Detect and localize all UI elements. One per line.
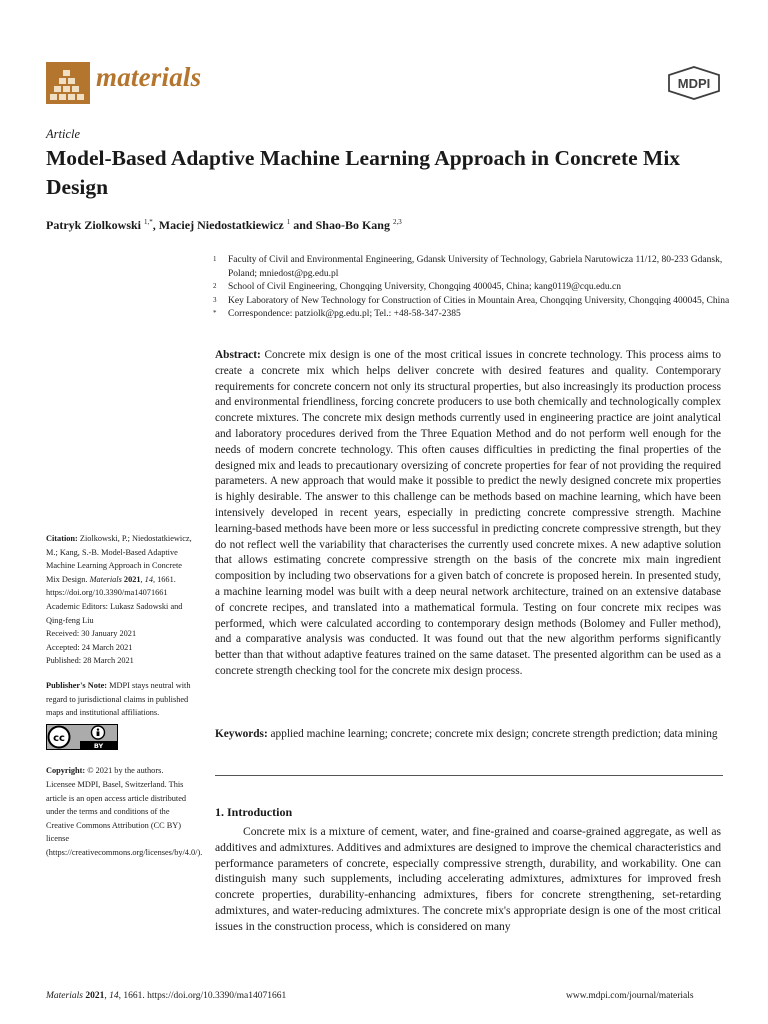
publication-dates [46, 627, 194, 668]
author-list [46, 218, 402, 233]
footer-journal-url[interactable]: www.mdpi.com/journal/materials [566, 991, 694, 1001]
abstract-label: Abstract: [215, 349, 261, 361]
affiliation-text: Faculty of Civil and Environmental Engineering, Gdansk University of Technology, Gabriela Narutowicza 11/12, 80-233 Gdansk, Poland; mniedost@pg.edu.pl [228, 255, 723, 279]
journal-name: materials [96, 62, 202, 92]
affiliation-list [213, 254, 733, 322]
section-heading: 1. Introduction [215, 805, 293, 819]
mdpi-logo-text: MDPI [677, 76, 711, 91]
correspondence-text: Correspondence: patziolk@pg.edu.pl; Tel.: +48-58-347-2385 [228, 309, 461, 320]
citation-doi[interactable]: , 1661. https://doi.org/10.3390/ma14071661 [46, 574, 176, 598]
introduction-paragraph: Concrete mix is a mixture of cement, water, and fine-grained and coarse-grained aggregate, as well as additives and admixtures. Additives and admixtures are designed to improve the chemical characteristics and performance parameters of concrete, especially compressive strength, durability, and workability. One can distinguish many such supplements, including accelerating admixtures, admixtures for improved fresh concrete properties, durability-enhancing admixtures, fibers for concrete strengthening, set-retarding admixtures, and water-reducing admixtures. The concrete mix's appropriate design is one of the most critical issues in the construction process, which is considered on many [215, 825, 721, 933]
abstract-text: Concrete mix design is one of the most critical issues in concrete technology. This process aims to create a concrete mix which helps deliver concrete with desired features and quality. Contemporary requirements for concrete concern not only its structural properties, but also increasingly its production process and environmental friendliness, forcing concrete producers to use both chemically and technologically complex concrete mixtures. The concrete mix design methods currently used in engineering practice are joint analytical and laboratory procedures derived from the Three Equation Method and do not perform well enough for the needs of modern concrete technology. This often causes difficulties in predicting the final properties of the designed mix and leads to precautionary oversizing of concrete properties for fear of not providing the required parameters. A new approach that would make it possible to predict the newly designed concrete mix properties is highly desirable. The answer to this challenge can be methods based on machine learning, which have been intensively developed in recent years, especially in predicting concrete compressive strength. Machine learning-based methods have been more or less successful in predicting concrete compressive strength, but they do not reflect well the variability that characterises the currently used concrete mixes. A new adaptive solution that allows estimating concrete compressive strength on the basis of the concrete mix main ingredient composition by including two observations for a given batch of concrete is proposed herein. In presented study, a machine learning model was built with a deep neural network architecture, trained on an extensive database of concrete recipes, and translated into a mathematical formula. Testing on four concrete mix recipes was performed, which were calculated according to contemporary design methods (Bolomey and Fuller method), and a comparative analysis was conducted. It was found out that the new algorithm performs significantly better than that without adaptive features trained on the same dataset. The presented algorithm can be used as a concrete strength checking tool for the concrete mix design process. [215, 349, 721, 677]
author-name: Maciej Niedostatkiewicz [158, 218, 284, 232]
accepted-date: Accepted: 24 March 2021 [46, 642, 133, 652]
cc-by-license-icon[interactable] [46, 724, 118, 750]
publishers-note [46, 679, 194, 720]
publishers-note-label: Publisher's Note: [46, 680, 108, 690]
academic-editors [46, 600, 194, 627]
citation-journal: Materials [89, 574, 122, 584]
article-type: Article [46, 127, 81, 141]
affiliation-text: Key Laboratory of New Technology for Construction of Cities in Mountain Area, Chongqing University, Chongqing 400045, China [228, 295, 730, 306]
affiliation-text: School of Civil Engineering, Chongqing University, Chongqing 400045, China; kang0119@cqu.edu.cn [228, 282, 622, 293]
citation-volume: 14 [144, 574, 153, 584]
copyright-label: Copyright: [46, 766, 86, 776]
received-date: Received: 30 January 2021 [46, 629, 137, 639]
mdpi-logo-icon [666, 65, 722, 101]
affiliation-number: 2 [213, 282, 217, 291]
keywords-label: Keywords: [215, 728, 268, 740]
keywords-text: applied machine learning; concrete; concrete mix design; concrete strength prediction; data mining [270, 728, 718, 740]
copyright-block [46, 764, 203, 859]
affiliation-number: * [213, 309, 217, 318]
section-divider [215, 775, 723, 776]
article-title: Model-Based Adaptive Machine Learning Approach in Concrete Mix Design [46, 146, 681, 199]
citation-text: Ziolkowski, P.; Niedostatkiewicz, M.; Kang, S.-B. Model-Based Adaptive Machine Learning Approach in Concrete Mix Design. [46, 534, 192, 584]
footer-journal: Materials [46, 991, 83, 1001]
author-name: Shao-Bo Kang [315, 218, 390, 232]
affiliation-number: 1 [213, 255, 217, 263]
publishers-note-text: MDPI stays neutral with regard to jurisdictional claims in published maps and institutional affiliations. [46, 680, 191, 718]
copyright-text: © 2021 by the authors. Licensee MDPI, Basel, Switzerland. This article is an open access article distributed under the terms and conditions of the Creative Commons Attribution (CC BY) license (https://creativecommons.org/licenses/by/4.0/). [46, 766, 203, 857]
author-separator: , [152, 218, 159, 232]
editors-names: Lukasz Sadowski and Qing-feng Liu [46, 601, 183, 625]
citation-label: Citation: [46, 534, 78, 543]
cc-badge-text: cc [53, 732, 65, 744]
citation-block: Citation: Ziolkowski, P.; Niedostatkiewicz, M.; Kang, S.-B. Model-Based Adaptive Machine Learning Approach in Concrete Mix Design. Materials 2021, 14, 1661. https://doi.org/10.3390/ma14071661 [46, 534, 192, 598]
footer-volume: 14 [109, 991, 119, 1001]
published-date: Published: 28 March 2021 [46, 656, 134, 666]
author-affiliation-marker: 1,* [144, 218, 153, 226]
materials-logo-icon [46, 62, 90, 104]
author-affiliation-marker: 1 [286, 218, 291, 226]
keywords [215, 727, 721, 743]
author-separator: and [290, 218, 316, 232]
article-info-sidebar [46, 532, 203, 859]
affiliation-item [213, 281, 733, 295]
by-badge-text: BY [93, 741, 104, 750]
author-affiliation-marker: 2,3 [392, 218, 402, 226]
affiliation-item [213, 254, 733, 281]
editors-label: Academic Editors: [46, 601, 108, 611]
affiliation-item [213, 308, 733, 322]
footer-citation: Materials 2021, 14, 1661. https://doi.org/10.3390/ma14071661 [46, 991, 287, 1001]
footer-doi[interactable]: , 1661. https://doi.org/10.3390/ma14071661 [118, 991, 287, 1001]
abstract [215, 348, 721, 680]
citation-year: 2021 [123, 574, 141, 584]
footer-year: 2021 [85, 991, 105, 1001]
author-name: Patryk Ziolkowski [46, 218, 142, 232]
affiliation-item [213, 295, 733, 309]
affiliation-number: 3 [213, 295, 217, 304]
